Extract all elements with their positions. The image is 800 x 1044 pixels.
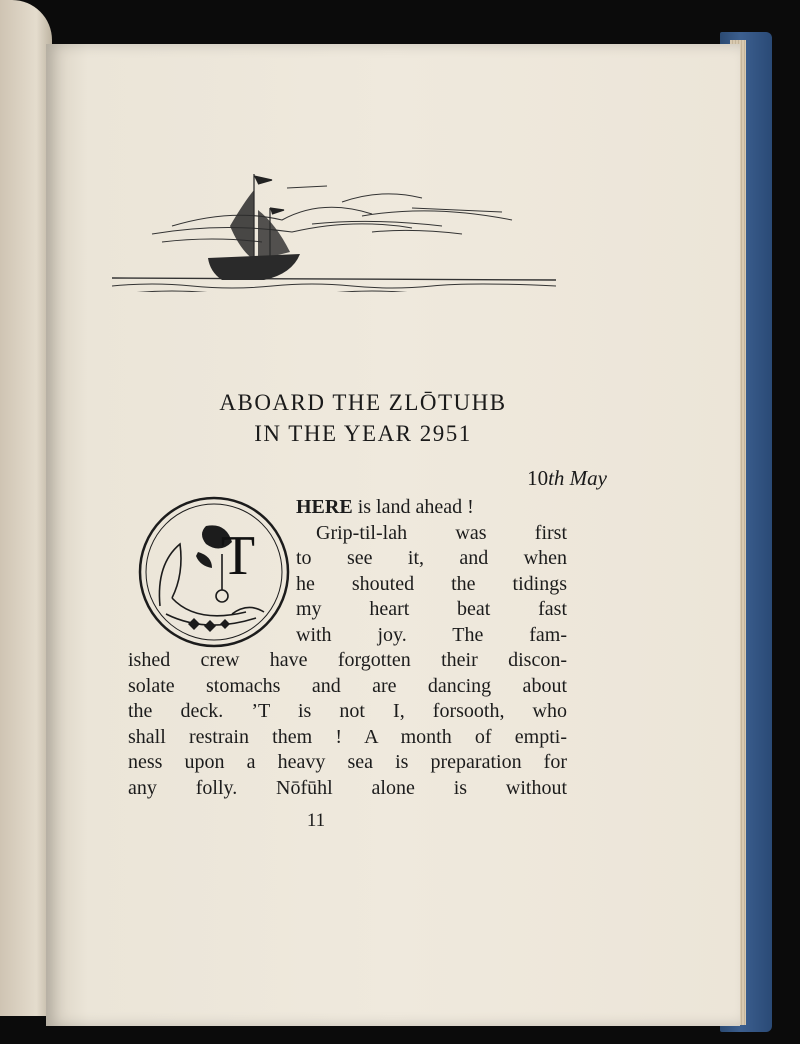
text-line: solate stomachs and are dancing about xyxy=(128,674,567,697)
dateline-day: 10 xyxy=(527,466,549,490)
dateline xyxy=(527,466,607,491)
ornamental-dropcap-t xyxy=(136,494,292,650)
text-line: he shouted the tidings xyxy=(296,572,567,595)
left-page-edge xyxy=(0,0,52,1016)
first-word: HERE xyxy=(296,496,353,518)
text-line: any folly. Nōfūhl alone is without xyxy=(128,776,567,799)
text-line: Grip-til-lah was first xyxy=(316,521,567,544)
chapter-title xyxy=(118,387,608,449)
text-line xyxy=(296,495,567,521)
page-number: 11 xyxy=(306,810,326,831)
text-line: the deck. ’T is not I, forsooth, who xyxy=(128,700,567,722)
text-line: my heart beat fast xyxy=(296,598,567,620)
text-line: with joy. The fam- xyxy=(296,623,567,646)
text-line: to see it, and when xyxy=(296,547,567,569)
text-line: ness upon a heavy sea is preparation for xyxy=(128,751,567,773)
sailing-ship-illustration xyxy=(112,128,556,292)
text-line: ished crew have forgotten their discon- xyxy=(128,649,567,671)
text-line: shall restrain them ! A month of empti- xyxy=(128,725,567,748)
text-line-1-rest: is land ahead ! xyxy=(352,496,474,518)
dropcap-letter: T xyxy=(220,525,256,587)
indented-paragraph xyxy=(296,495,567,648)
full-width-paragraph xyxy=(128,648,567,801)
chapter-title-line-2: IN THE YEAR 2951 xyxy=(254,421,472,446)
chapter-title-line-1: ABOARD THE ZLŌTUHB xyxy=(219,390,507,415)
dateline-month: th May xyxy=(548,466,607,490)
